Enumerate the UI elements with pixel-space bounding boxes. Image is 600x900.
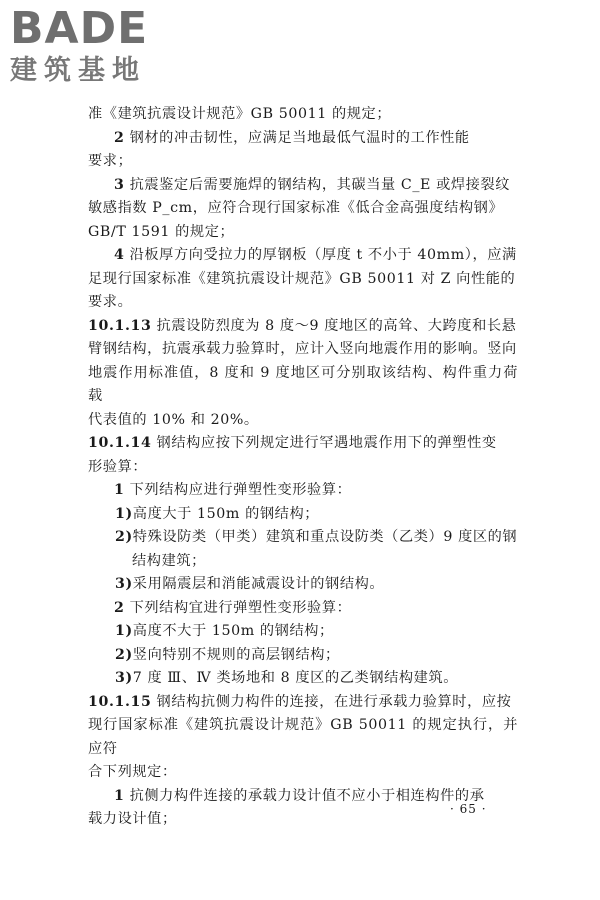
line-text: 形验算： xyxy=(88,458,148,475)
text-line xyxy=(88,761,518,785)
text-line xyxy=(88,573,518,597)
line-text: 高度不大于 150m 的钢结构； xyxy=(132,623,334,639)
line-text: 抗震设防烈度为 8 度～9 度地区的高耸、大跨度和长悬 xyxy=(151,317,517,334)
clause-number: 1) xyxy=(115,623,133,639)
logo-subtitle: 建筑基地 xyxy=(10,55,146,86)
line-text: 载力设计值； xyxy=(88,811,177,827)
text-line xyxy=(88,526,518,550)
line-text: 敏感指数 P_cm，应符合现行国家标准《低合金高强度结构钢》 xyxy=(88,200,504,216)
line-text: 要求。 xyxy=(88,294,133,310)
text-line xyxy=(88,550,518,574)
clause-number: 2 xyxy=(114,129,125,146)
line-text: 下列结构宜进行弹塑性变形验算： xyxy=(124,599,352,616)
clause-number: 2) xyxy=(115,529,133,545)
text-line xyxy=(88,268,518,292)
line-text: 要求； xyxy=(88,153,133,169)
text-line xyxy=(88,362,518,409)
page-body xyxy=(88,103,518,832)
clause-number: 2) xyxy=(115,646,133,663)
clause-number: 1 xyxy=(114,482,125,498)
logo-wordmark: BADE xyxy=(10,3,149,54)
line-text: 抗侧力构件连接的承载力设计值不应小于相连构件的承 xyxy=(124,787,485,804)
line-text: 采用隔震层和消能减震设计的钢结构。 xyxy=(132,576,385,592)
line-text: 地震作用标准值，8 度和 9 度地区可分别取该结构、构件重力荷载 xyxy=(88,364,518,404)
line-text: 抗震鉴定后需要施焊的钢结构，其碳当量 C_E 或焊接裂纹 xyxy=(124,176,511,193)
line-text: 现行国家标准《建筑抗震设计规范》GB 50011 的规定执行，并应符 xyxy=(88,717,518,757)
line-text: 特殊设防类（甲类）建筑和重点设防类（乙类）9 度区的钢 xyxy=(132,529,518,545)
line-text: 臂钢结构，抗震承载力验算时，应计入竖向地震作用的影响。竖向 xyxy=(88,341,517,357)
text-line xyxy=(88,479,518,503)
page-number: · 65 · xyxy=(450,802,487,816)
text-line xyxy=(88,244,518,268)
text-line xyxy=(88,503,518,527)
line-text: 钢材的冲击韧性，应满足当地最低气温时的工作性能 xyxy=(124,129,470,146)
clause-number: 10.1.14 xyxy=(88,435,152,451)
line-text: 7 度 Ⅲ、Ⅳ 类场地和 8 度区的乙类钢结构建筑。 xyxy=(132,670,459,686)
line-text: 高度大于 150m 的钢结构； xyxy=(132,505,320,522)
text-line xyxy=(88,338,518,362)
text-line xyxy=(88,597,518,621)
clause-number: 4 xyxy=(114,247,125,263)
clause-number: 2 xyxy=(114,599,125,616)
clause-number: 1 xyxy=(114,787,125,804)
text-line xyxy=(88,714,518,761)
text-line xyxy=(88,620,518,644)
text-line xyxy=(88,174,518,198)
line-text: 足现行国家标准《建筑抗震设计规范》GB 50011 对 Z 向性能的 xyxy=(88,270,516,287)
text-line xyxy=(88,103,518,127)
text-line xyxy=(88,150,518,174)
text-line xyxy=(88,644,518,668)
clause-number: 10.1.13 xyxy=(88,317,152,334)
line-text: 钢结构应按下列规定进行罕遇地震作用下的弹塑性变 xyxy=(151,435,497,451)
line-text: 沿板厚方向受拉力的厚钢板（厚度 t 不小于 40mm），应满 xyxy=(124,247,517,263)
clause-number: 1) xyxy=(115,505,133,522)
line-text: 竖向特别不规则的高层钢结构； xyxy=(132,646,340,663)
text-line xyxy=(88,127,518,151)
clause-number: 3 xyxy=(114,176,125,193)
clause-number: 3) xyxy=(115,576,133,592)
line-text: GB/T 1591 的规定； xyxy=(88,223,235,240)
text-line xyxy=(88,691,518,715)
text-line xyxy=(88,197,518,221)
text-line xyxy=(88,456,518,480)
clause-number: 3) xyxy=(115,670,133,686)
line-text: 代表值的 10% 和 20%。 xyxy=(88,411,259,428)
text-line xyxy=(88,291,518,315)
text-line xyxy=(88,221,518,245)
clause-number: 10.1.15 xyxy=(88,693,152,710)
text-line xyxy=(88,315,518,339)
logo xyxy=(10,3,180,88)
text-line xyxy=(88,409,518,433)
line-text: 结构建筑； xyxy=(132,552,206,569)
line-text: 下列结构应进行弹塑性变形验算： xyxy=(124,482,352,498)
line-text: 准《建筑抗震设计规范》GB 50011 的规定； xyxy=(88,106,392,122)
text-line xyxy=(88,432,518,456)
line-text: 合下列规定： xyxy=(88,764,177,780)
text-line xyxy=(88,667,518,691)
line-text: 钢结构抗侧力构件的连接，在进行承载力验算时，应按 xyxy=(151,693,512,710)
